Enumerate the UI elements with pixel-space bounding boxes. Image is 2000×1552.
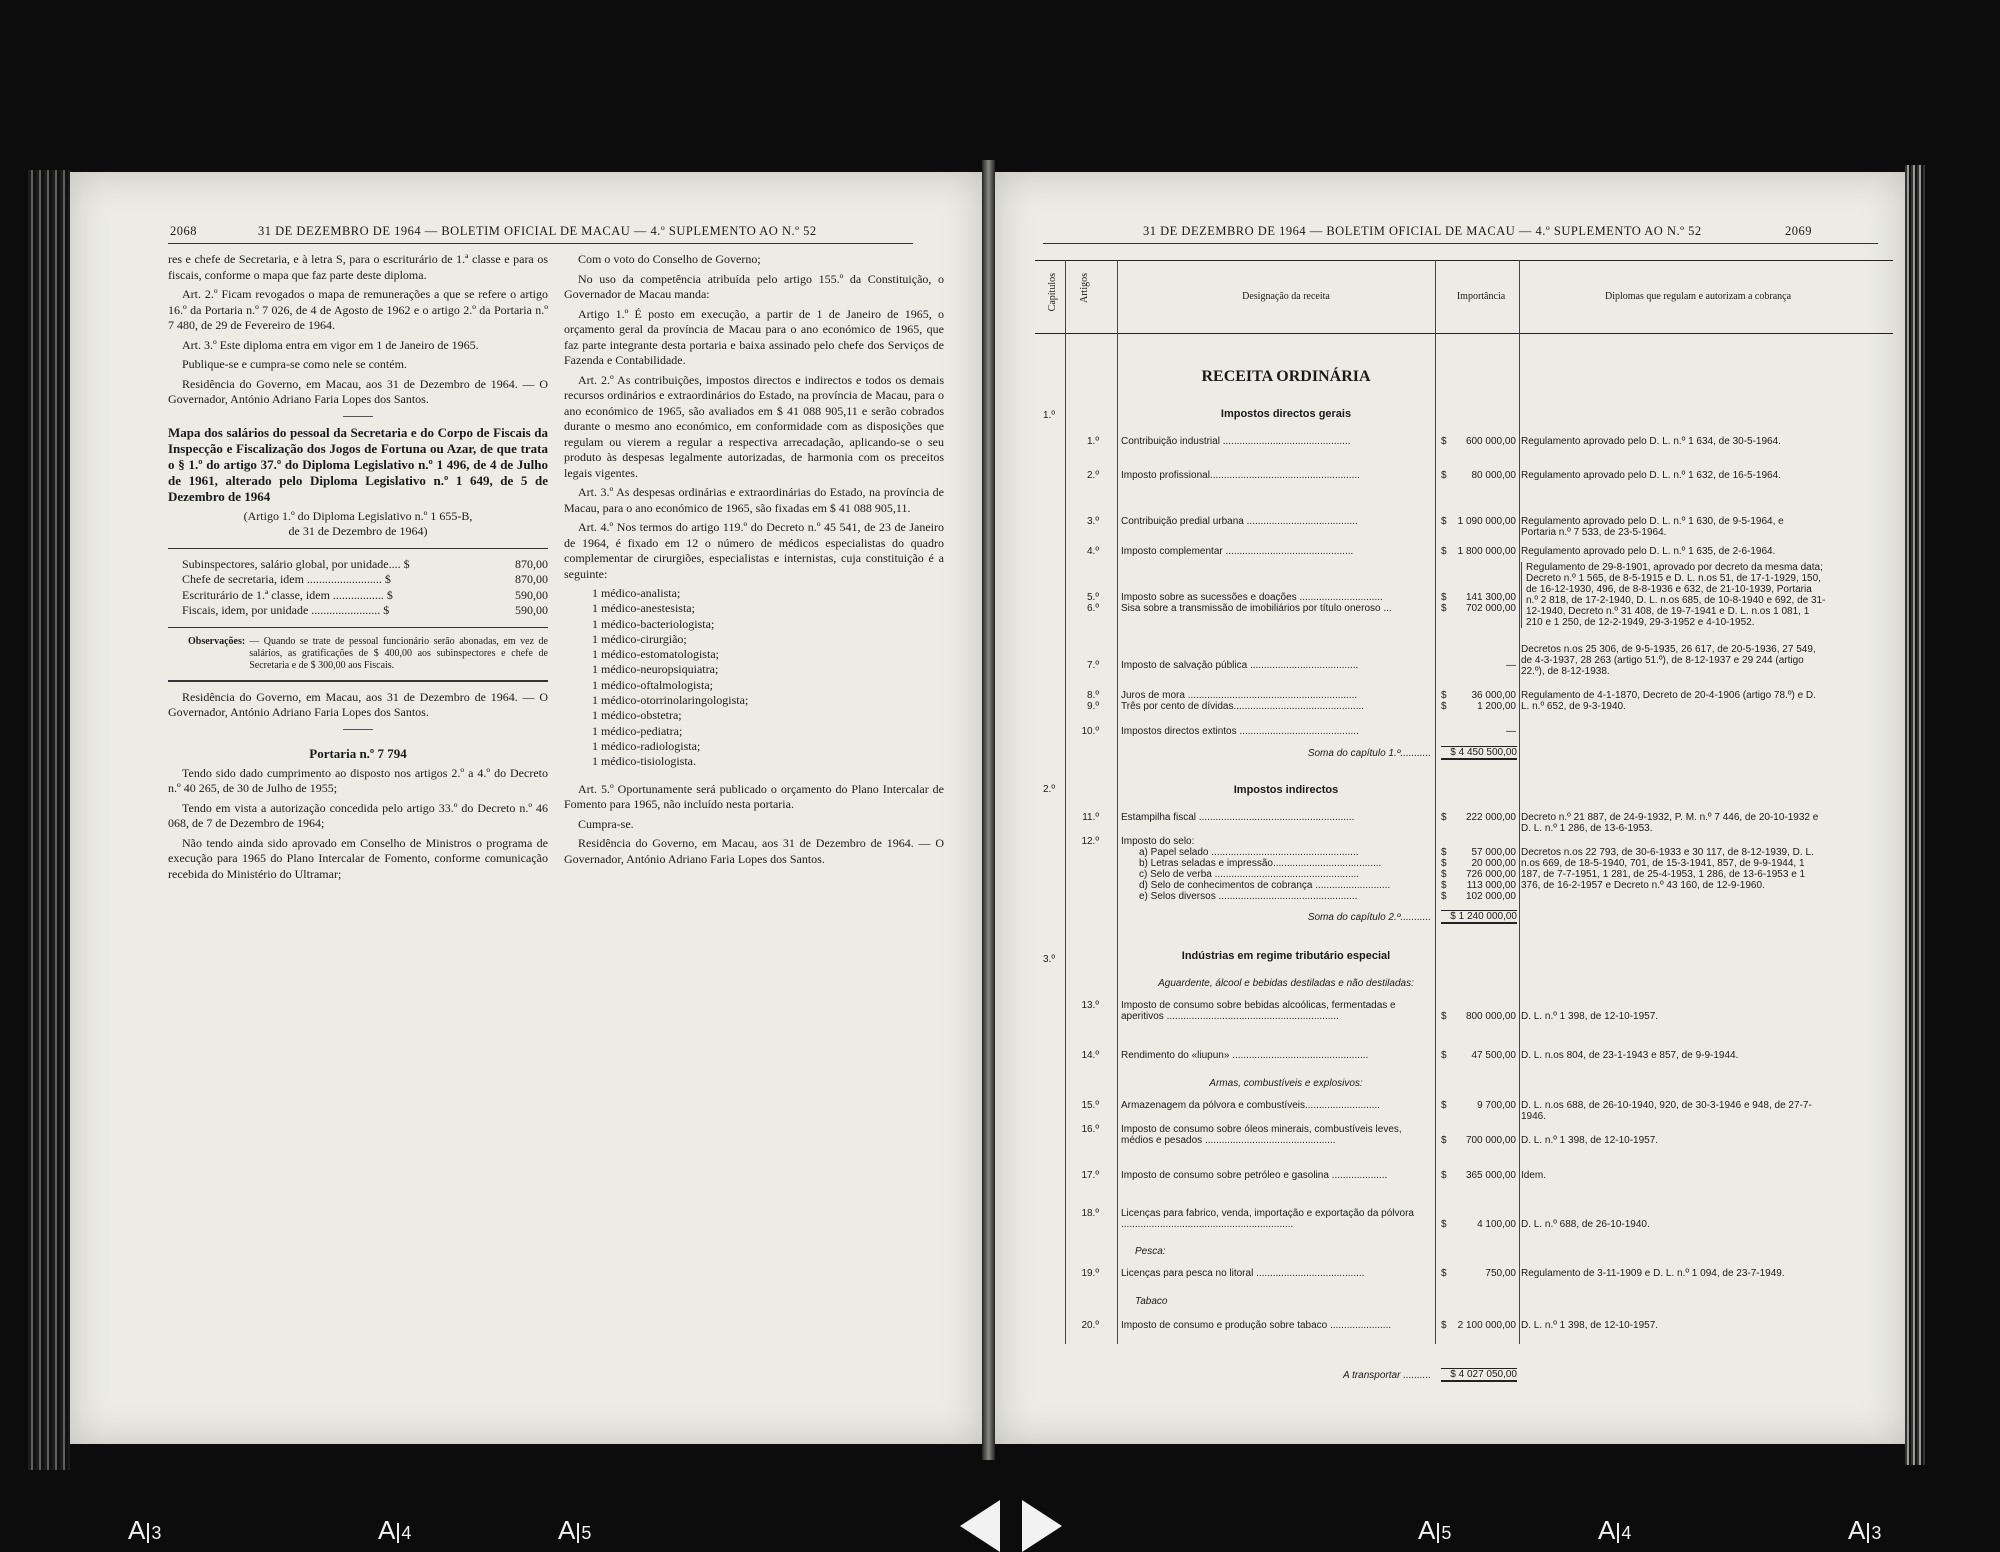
book-edge-right <box>1905 165 1925 1465</box>
list-item: 1 médico-neuropsiquiatra; <box>592 662 719 677</box>
medicos-list <box>564 586 944 770</box>
diploma: Decretos n.os 22 793, de 30-6-1933 e 30 117, de 8-12-1939, D. L. n.os 669, de 18-5-1940, 701, de 15-3-1941, 857, de 9-9-1944, 1 187, de 7-7-1951, 1 281, de 25-4-1953, 1 286, de 13-6-1953 e 1 376, de 16-2-1957 e Decreto n.º 43 160, de 12-9-1960. <box>1521 847 1814 891</box>
paragraph: No uso da competência atribuída pelo artigo 155.º da Constituição, o Governador de Macau manda: <box>564 271 944 301</box>
amount: 1 090 000,00 <box>1457 516 1516 527</box>
left-page <box>70 172 982 1444</box>
diploma: D. L. n.os 804, de 23-1-1943 e 857, de 9-9-1944. <box>1521 1050 1739 1061</box>
amount: 1 800 000,00 <box>1457 546 1516 557</box>
amount: 36 000,00 <box>1471 690 1516 701</box>
diploma: D. L. n.º 688, de 26-10-1940. <box>1521 1219 1650 1230</box>
chapter-sum-label: Soma do capítulo 1.º........... <box>1307 748 1431 759</box>
page-number-right: 2069 <box>1785 224 1812 238</box>
chapter-sum-label: Soma do capítulo 2.º........... <box>1307 912 1431 923</box>
film-marker <box>1598 1515 1633 1546</box>
revenue-description: Imposto complementar .............................................. <box>1121 546 1354 557</box>
list-item: 1 médico-bacteriologista; <box>592 616 715 631</box>
amount: 702 000,00 <box>1465 603 1516 614</box>
currency: $ <box>1441 1170 1447 1181</box>
revenue-description: Contribuição predial urbana ........................................ <box>1121 516 1358 527</box>
currency: $ <box>1441 1135 1447 1146</box>
revenue-description: Juros de mora ............................................................. <box>1121 690 1358 701</box>
diploma: Regulamento de 3-11-1909 e D. L. n.º 1 094, de 23-7-1949. <box>1521 1268 1785 1279</box>
salary-row <box>168 603 548 619</box>
revenue-description: Sisa sobre a transmissão de imobiliários por título oneroso ... <box>1121 603 1392 614</box>
amount: 365 000,00 <box>1465 1170 1516 1181</box>
article-number: 15.º <box>1081 1100 1099 1111</box>
paragraph: Art. 3.º As despesas ordinárias e extraordinárias do Estado, na província de Macau, para o ano económico de 1965, são fixadas em $ 41 088 905,11. <box>564 485 944 515</box>
revenue-description: Imposto do selo: <box>1121 836 1195 847</box>
list-item: 1 médico-cirurgião; <box>592 631 687 646</box>
list-item: 1 médico-analista; <box>592 586 681 600</box>
marker-letter: A <box>558 1515 576 1545</box>
paragraph: Art. 3.º Este diploma entra em vigor em 1 de Janeiro de 1965. <box>182 337 479 352</box>
marker-digit: 5 <box>1437 1523 1451 1543</box>
amount: 600 000,00 <box>1465 436 1516 447</box>
currency: $ <box>1441 603 1447 614</box>
salary-label: Fiscais, idem, por unidade ....................... $ <box>182 603 390 617</box>
article-number: 13.º <box>1081 1000 1099 1011</box>
paragraph: Art. 2.º As contribuições, impostos directos e indirectos e todos os demais recursos ordinários e extraordinários do Estado, na província de Macau, para o ano económico de 1965, são avaliados em $ 41 088 905,11 e serão cobrados durante o mesmo ano económico, em conformidade com as disposições que regulam ou vierem a regular a respectiva arrecadação, aplicando-se o seu produto às despesas legalmente autorizadas, de harmonia com os preceitos legais vigentes. <box>564 372 944 480</box>
currency: $ <box>1441 891 1447 902</box>
article-number: 17.º <box>1081 1170 1099 1181</box>
col-header-capitulos: Capítulos <box>1047 273 1058 312</box>
revenue-description: b) Letras seladas e impressão....................................... <box>1139 858 1382 869</box>
film-marker <box>558 1515 593 1546</box>
header-rule <box>168 243 913 244</box>
article-number: 6.º <box>1087 603 1099 614</box>
diploma: Regulamento de 29-8-1901, aprovado por decreto da mesma data; Decreto n.º 1 565, de 8-5-1915 e D. L. n.os 51, de 17-1-1929, 150, de 16-12-1930, 496, de 8-8-1936 e 632, de 21-10-1939, Portaria n.º 2 818, de 17-2-1940, D. L. n.os 685, de 10-8-1940 e 692, de 31-12-1940, Decreto n.º 31 408, de 19-7-1941 e D. L. n.os 1 081, 1 210 e 1 250, de 12-2-1949, 29-3-1952 e 4-10-1952. <box>1521 562 1826 628</box>
page-header-left: 31 DE DEZEMBRO DE 1964 — BOLETIM OFICIAL DE MACAU — 4.º SUPLEMENTO AO N.º 52 <box>258 224 817 238</box>
book-edge-left <box>28 170 70 1470</box>
column-rule <box>1065 260 1066 1344</box>
section-title: Indústrias em regime tributário especial <box>1181 950 1391 962</box>
paragraph: Art. 2.º Ficam revogados o mapa de remunerações a que se refere o artigo 16.º da Portaria n.º 7 026, de 4 de Agosto de 1962 e o artigo 2.º da Portaria n.º 7 480, de 29 de Fevereiro de 1964. <box>168 287 548 332</box>
currency: $ <box>1441 1050 1447 1061</box>
diploma: Decretos n.os 25 306, de 9-5-1935, 26 617, de 20-5-1936, 27 549, de 4-3-1937, 28 263 (artigo 51.º), de 8-12-1937 e 29 244 (artigo 22.º), de 8-12-1938. <box>1521 644 1816 677</box>
mapa-title: Mapa dos salários do pessoal da Secretaria e do Corpo de Fiscais da Inspecção e Fiscalização dos Jogos de Fortuna ou Azar, de que trata o § 1.º do artigo 37.º do Diploma Legislativo n.º 1 496, de 4 de Julho de 1961, alterado pelo Diploma Legislativo n.º 1 649, de 5 de Dezembro de 1964 <box>168 424 548 504</box>
table-header <box>1035 260 1893 334</box>
currency: $ <box>1441 516 1447 527</box>
col-header-diplomas: Diplomas que regulam e autorizam a cobrança <box>1604 291 1792 302</box>
paragraph: Tendo em vista a autorização concedida pelo artigo 33.º do Decreto n.º 46 068, de 7 de Dezembro de 1964; <box>168 800 548 830</box>
article-number: 4.º <box>1087 546 1099 557</box>
currency: $ <box>1441 812 1447 823</box>
article-number: 16.º <box>1081 1124 1099 1135</box>
marker-letter: A <box>128 1515 146 1545</box>
subsection-title: Tabaco <box>1135 1296 1168 1307</box>
article-number: 19.º <box>1081 1268 1099 1279</box>
list-item: 1 médico-anestesista; <box>592 601 695 616</box>
amount: 750,00 <box>1485 1268 1516 1279</box>
revenue-description: Impostos directos extintos ........................................... <box>1121 726 1359 737</box>
paragraph: Residência do Governo, em Macau, aos 31 de Dezembro de 1964. — O Governador, António Adriano Faria Lopes dos Santos. <box>168 376 548 406</box>
currency: $ <box>1441 1100 1447 1111</box>
table-rule <box>168 627 548 628</box>
marker-letter: A <box>1598 1515 1616 1545</box>
article-number: 20.º <box>1081 1320 1099 1331</box>
amount: 800 000,00 <box>1465 1011 1516 1022</box>
salary-label: Subinspectores, salário global, por unidade.... $ <box>182 556 410 571</box>
article-number: 3.º <box>1087 516 1099 527</box>
list-item: 1 médico-tisiologista. <box>592 754 696 769</box>
list-item: 1 médico-otorrinolaringologista; <box>592 693 749 708</box>
article-number: 12.º <box>1081 836 1099 847</box>
paragraph: Cumpra-se. <box>578 816 634 831</box>
revenue-description: d) Selo de conhecimentos de cobrança ........................... <box>1139 880 1391 891</box>
article-number: 1.º <box>1087 436 1099 447</box>
amount: 2 100 000,00 <box>1457 1320 1516 1331</box>
amount: 1 200,00 <box>1477 701 1516 712</box>
chapter-number: 1.º <box>1043 410 1055 421</box>
salary-label: Escriturário de 1.ª classe, idem ................. $ <box>182 587 393 602</box>
revenue-description: c) Selo de verba .................................................... <box>1139 869 1360 880</box>
column-rule <box>1117 260 1118 1344</box>
amount: 4 100,00 <box>1477 1219 1516 1230</box>
film-marker <box>1848 1515 1883 1546</box>
paragraph: Publique-se e cumpra-se como nele se contém. <box>182 357 407 371</box>
header-rule <box>1043 243 1878 244</box>
salary-amount: 870,00 <box>515 572 548 586</box>
transport-amount: $ 4 027 050,00 <box>1441 1368 1517 1382</box>
book-spine <box>982 160 995 1460</box>
film-marker <box>128 1515 163 1546</box>
amount: 57 000,00 <box>1471 847 1516 858</box>
revenue-description: Imposto de consumo sobre óleos minerais, combustíveis leves, médios e pesados ............................................... <box>1121 1124 1402 1146</box>
paragraph: Residência do Governo, em Macau, aos 31 de Dezembro de 1964. — O Governador, António Adriano Faria Lopes dos Santos. <box>168 689 548 719</box>
diploma: D. L. n.º 1 398, de 12-10-1957. <box>1521 1135 1659 1146</box>
revenue-description: Licenças para fabrico, venda, importação e exportação da pólvora .............................................................. <box>1121 1208 1414 1230</box>
list-item: 1 médico-oftalmologista; <box>592 677 713 692</box>
paragraph: Artigo 1.º É posto em execução, a partir de 1 de Janeiro de 1965, o orçamento geral da província de Macau para o ano económico de 1965, que faz parte integrante desta portaria e baixa assinado pelo chefe dos Serviços de Fazenda e Contabilidade. <box>564 306 944 367</box>
film-arrow-right <box>1022 1500 1062 1552</box>
paragraph: Art. 4.º Nos termos do artigo 119.º do Decreto n.º 45 541, de 23 de Janeiro de 1964, é fixado em 12 o número de médicos especialistas do quadro complementar de cirurgiões, especialistas e internistas, cuja constituição é a seguinte: <box>564 520 944 581</box>
marker-digit: 3 <box>147 1523 161 1543</box>
paragraph: Art. 5.º Oportunamente será publicado o orçamento do Plano Intercalar de Fomento para 1965, não incluído nesta portaria. <box>564 781 944 812</box>
page-number-left: 2068 <box>170 224 197 238</box>
currency: $ <box>1441 880 1447 891</box>
table-rule <box>168 548 548 549</box>
amount: 20 000,00 <box>1471 858 1516 869</box>
col-header-artigos: Artigos <box>1079 273 1090 303</box>
salary-amount: 870,00 <box>515 556 548 571</box>
marker-letter: A <box>1418 1515 1436 1545</box>
amount: 102 000,00 <box>1465 891 1516 902</box>
column-rule <box>1435 260 1436 1344</box>
revenue-description: Licenças para pesca no litoral ....................................... <box>1121 1268 1365 1279</box>
article-number: 14.º <box>1081 1050 1099 1061</box>
article-number: 2.º <box>1087 470 1099 481</box>
article-number: 9.º <box>1087 701 1099 712</box>
currency: $ <box>1441 436 1447 447</box>
transport-label: A transportar .......... <box>1343 1370 1431 1381</box>
section-title: Impostos directos gerais <box>1220 408 1352 420</box>
article-number: 10.º <box>1081 726 1099 737</box>
article-number: 11.º <box>1082 812 1099 823</box>
observacoes <box>168 636 548 672</box>
marker-digit: 5 <box>577 1523 591 1543</box>
currency: $ <box>1441 1320 1447 1331</box>
marker-digit: 4 <box>397 1523 411 1543</box>
revenue-description: Imposto de consumo sobre petróleo e gasolina .................... <box>1121 1170 1388 1181</box>
currency: $ <box>1441 847 1447 858</box>
amount: 700 000,00 <box>1465 1135 1516 1146</box>
left-column-2 <box>564 252 944 871</box>
list-item: 1 médico-obstetra; <box>592 708 682 723</box>
marker-letter: A <box>378 1515 396 1545</box>
col-header-importancia: Importância <box>1456 291 1506 302</box>
chapter-number: 3.º <box>1043 954 1055 965</box>
subsection-title: Armas, combustíveis e explosivos: <box>1209 1078 1363 1089</box>
amount: 113 000,00 <box>1466 880 1516 891</box>
list-item: 1 médico-estomatologista; <box>592 647 719 662</box>
revenue-description: Armazenagem da pólvora e combustíveis........................... <box>1121 1100 1380 1111</box>
divider <box>343 729 373 730</box>
amount: 9 700,00 <box>1477 1100 1516 1111</box>
chapter-sum-amount: $ 4 450 500,00 <box>1441 746 1517 760</box>
revenue-description: Imposto profissional...................................................... <box>1121 470 1360 481</box>
currency: $ <box>1441 470 1447 481</box>
diploma: Regulamento aprovado pelo D. L. n.º 1 630, de 9-5-1964, e Portaria n.º 7 533, de 23-5-1964. <box>1521 516 1784 538</box>
receita-title: RECEITA ORDINÁRIA <box>1201 368 1371 385</box>
column-rule <box>1519 260 1520 1344</box>
currency: $ <box>1441 869 1447 880</box>
divider <box>343 416 373 417</box>
col-header-designacao: Designação da receita <box>1242 291 1330 302</box>
list-item: 1 médico-radiologista; <box>592 738 701 753</box>
diploma: Decreto n.º 21 887, de 24-9-1932, P. M. n.º 7 446, de 20-10-1932 e D. L. n.º 1 286, de 13-6-1953. <box>1521 812 1819 834</box>
salary-amount: 590,00 <box>515 587 548 602</box>
marker-digit: 4 <box>1617 1523 1631 1543</box>
left-column-1 <box>168 252 548 886</box>
subsection-title: Aguardente, álcool e bebidas destiladas e não destiladas: <box>1158 978 1414 989</box>
article-number: 8.º <box>1087 690 1099 701</box>
salary-amount: 590,00 <box>515 603 548 617</box>
salary-row <box>168 572 548 588</box>
paragraph: Residência do Governo, em Macau, aos 31 de Dezembro de 1964. — O Governador, António Adriano Faria Lopes dos Santos. <box>564 836 944 866</box>
portaria-title: Portaria n.º 7 794 <box>309 745 407 761</box>
amount: — <box>1506 660 1516 671</box>
amount: 47 500,00 <box>1471 1050 1516 1061</box>
diploma: Regulamento aprovado pelo D. L. n.º 1 635, de 2-6-1964. <box>1521 546 1776 557</box>
marker-letter: A <box>1848 1515 1866 1545</box>
currency: $ <box>1441 1011 1447 1022</box>
salary-row <box>168 557 548 573</box>
marker-digit: 3 <box>1867 1523 1881 1543</box>
right-page <box>995 172 1905 1444</box>
revenue-description: Rendimento do «liupun» ................................................. <box>1121 1050 1369 1061</box>
table-rule <box>168 680 548 682</box>
revenue-description: Imposto de salvação pública ....................................... <box>1121 660 1359 671</box>
diploma: D. L. n.º 1 398, de 12-10-1957. <box>1521 1011 1659 1022</box>
currency: $ <box>1441 1219 1447 1230</box>
film-marker <box>1418 1515 1453 1546</box>
subsection-title: Pesca: <box>1135 1246 1166 1257</box>
article-number: 5.º <box>1087 592 1099 603</box>
film-arrow-left <box>960 1500 1000 1552</box>
currency: $ <box>1441 858 1447 869</box>
diploma: Regulamento aprovado pelo D. L. n.º 1 632, de 16-5-1964. <box>1521 470 1781 481</box>
diploma: D. L. n.º 1 398, de 12-10-1957. <box>1521 1320 1659 1331</box>
paragraph: res e chefe de Secretaria, e à letra S, para o escriturário de 1.ª classe e para os fiscais, conforme o mapa que faz parte deste diploma. <box>168 252 548 282</box>
article-number: 18.º <box>1081 1208 1099 1219</box>
revenue-description: Contribuição industrial .............................................. <box>1121 436 1351 447</box>
paragraph: Com o voto do Conselho de Governo; <box>578 252 761 266</box>
diploma: D. L. n.os 688, de 26-10-1940, 920, de 30-3-1946 e 948, de 27-7-1946. <box>1521 1100 1812 1122</box>
diploma: Idem. <box>1521 1170 1547 1181</box>
revenue-description: Três por cento de dívidas............................................... <box>1121 701 1365 712</box>
section-title: Impostos indirectos <box>1233 784 1339 796</box>
mapa-subtitle: de 31 de Dezembro de 1964) <box>288 524 428 538</box>
obs-text: — Quando se trate de pessoal funcionário serão abonadas, em vez de salários, as gratificações de $ 400,00 aos subinspectores e chefe de Secretaria e de $ 300,00 aos Fiscais. <box>249 635 548 671</box>
paragraph: Tendo sido dado cumprimento ao disposto nos artigos 2.º a 4.º do Decreto n.º 40 265, de 30 de Julho de 1955; <box>168 765 548 795</box>
revenue-description: Estampilha fiscal ........................................................ <box>1121 812 1355 823</box>
currency: $ <box>1441 701 1447 712</box>
chapter-number: 2.º <box>1043 784 1055 795</box>
revenue-description: e) Selos diversos .................................................. <box>1139 891 1358 902</box>
amount: 222 000,00 <box>1465 812 1516 823</box>
currency: $ <box>1441 546 1447 557</box>
salary-label: Chefe de secretaria, idem ......................... $ <box>182 572 391 586</box>
page-header-right: 31 DE DEZEMBRO DE 1964 — BOLETIM OFICIAL DE MACAU — 4.º SUPLEMENTO AO N.º 52 <box>1143 224 1702 238</box>
revenue-description: Imposto sobre as sucessões e doações .............................. <box>1121 592 1383 603</box>
revenue-description: Imposto de consumo e produção sobre tabaco ...................... <box>1121 1320 1392 1331</box>
amount: — <box>1506 726 1516 737</box>
diploma: Regulamento de 4-1-1870, Decreto de 20-4-1906 (artigo 78.º) e D. L. n.º 652, de 9-3-1940. <box>1521 690 1816 712</box>
article-number: 7.º <box>1087 660 1099 671</box>
revenue-description: a) Papel selado ..................................................... <box>1139 847 1359 858</box>
film-marker <box>378 1515 413 1546</box>
amount: 141 300,00 <box>1465 592 1516 603</box>
salary-row <box>168 588 548 604</box>
diploma: Regulamento aprovado pelo D. L. n.º 1 634, de 30-5-1964. <box>1521 436 1781 447</box>
list-item: 1 médico-pediatra; <box>592 723 683 738</box>
revenue-description: Imposto de consumo sobre bebidas alcoólicas, fermentadas e aperitivos .............................................................. <box>1121 1000 1396 1022</box>
paragraph: Não tendo ainda sido aprovado em Conselho de Ministros o programa de execução para 1965 do Plano Intercalar de Fomento, conforme comunicação recebida do Ministério do Ultramar; <box>168 835 548 881</box>
mapa-subtitle: (Artigo 1.º do Diploma Legislativo n.º 1 655-B, <box>243 508 473 523</box>
currency: $ <box>1441 1268 1447 1279</box>
chapter-sum-amount: $ 1 240 000,00 <box>1441 910 1517 924</box>
obs-label: Observações: <box>188 635 246 647</box>
amount: 726 000,00 <box>1465 869 1516 880</box>
currency: $ <box>1441 592 1447 603</box>
amount: 80 000,00 <box>1471 470 1516 481</box>
currency: $ <box>1441 690 1447 701</box>
